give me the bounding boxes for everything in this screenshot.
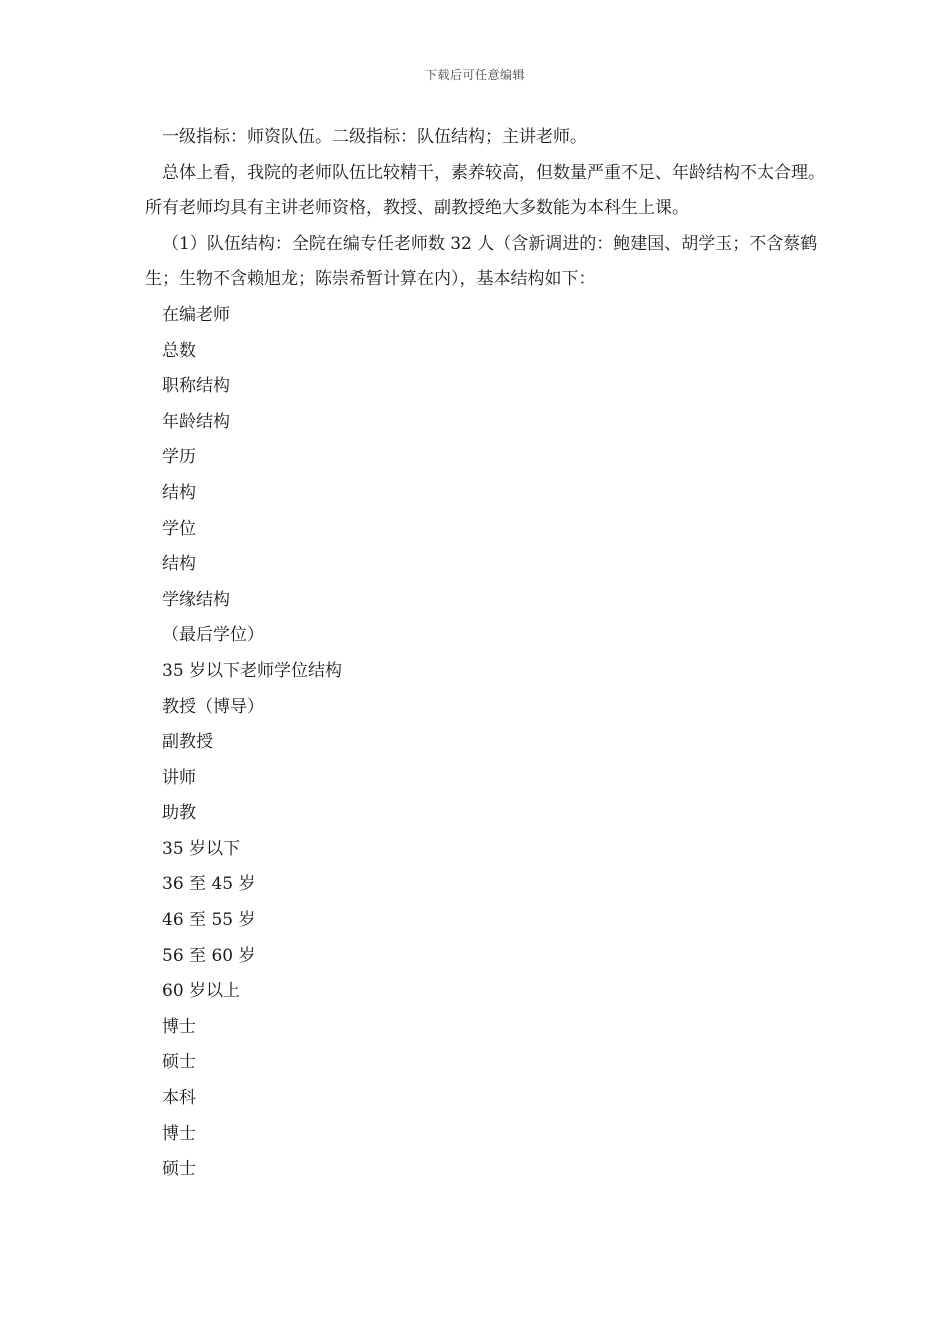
- table-line: 36 至 45 岁: [162, 874, 256, 895]
- table-line: 博士: [162, 1123, 196, 1144]
- table-line: 博士: [162, 1016, 196, 1037]
- table-line: 35 岁以下: [162, 838, 241, 859]
- paragraph-team-structure: （1）队伍结构：全院在编专任老师数 32 人（含新调进的：鲍建国、胡学玉；不含蔡鹤生；生物不含赖旭龙；陈崇希暂计算在内），基本结构如下：: [145, 233, 818, 290]
- table-line: 在编老师: [162, 304, 230, 325]
- table-line: 总数: [162, 340, 196, 361]
- table-line: 教授（博导）: [162, 696, 264, 717]
- table-line: 56 至 60 岁: [162, 945, 256, 966]
- table-line: 硕士: [162, 1159, 196, 1180]
- table-line: 副教授: [162, 732, 213, 753]
- table-line: 35 岁以下老师学位结构: [162, 660, 343, 681]
- table-line: 学历: [162, 447, 196, 468]
- page-header: 下载后可任意编辑: [424, 68, 525, 82]
- table-line: 学位: [162, 518, 196, 539]
- table-line: 学缘结构: [162, 589, 230, 610]
- paragraph-indicators: 一级指标：师资队伍。二级指标：队伍结构；主讲老师。: [162, 127, 587, 147]
- table-line: 本科: [162, 1088, 196, 1109]
- table-line: 年龄结构: [162, 411, 230, 432]
- table-line: 硕士: [162, 1052, 196, 1073]
- table-line: （最后学位）: [162, 625, 264, 646]
- document-body: [145, 120, 825, 1188]
- table-line: 结构: [162, 554, 196, 575]
- table-line: 职称结构: [162, 376, 230, 397]
- table-line: 46 至 55 岁: [162, 910, 256, 931]
- table-line: 结构: [162, 482, 196, 503]
- table-line: 60 岁以上: [162, 981, 241, 1002]
- paragraph-overview: 总体上看，我院的老师队伍比较精干，素养较高，但数量严重不足、年龄结构不太合理。所有老师均具有主讲老师资格，教授、副教授绝大多数能为本科生上课。: [145, 162, 825, 219]
- table-line: 助教: [162, 803, 196, 824]
- table-line: 讲师: [162, 767, 196, 788]
